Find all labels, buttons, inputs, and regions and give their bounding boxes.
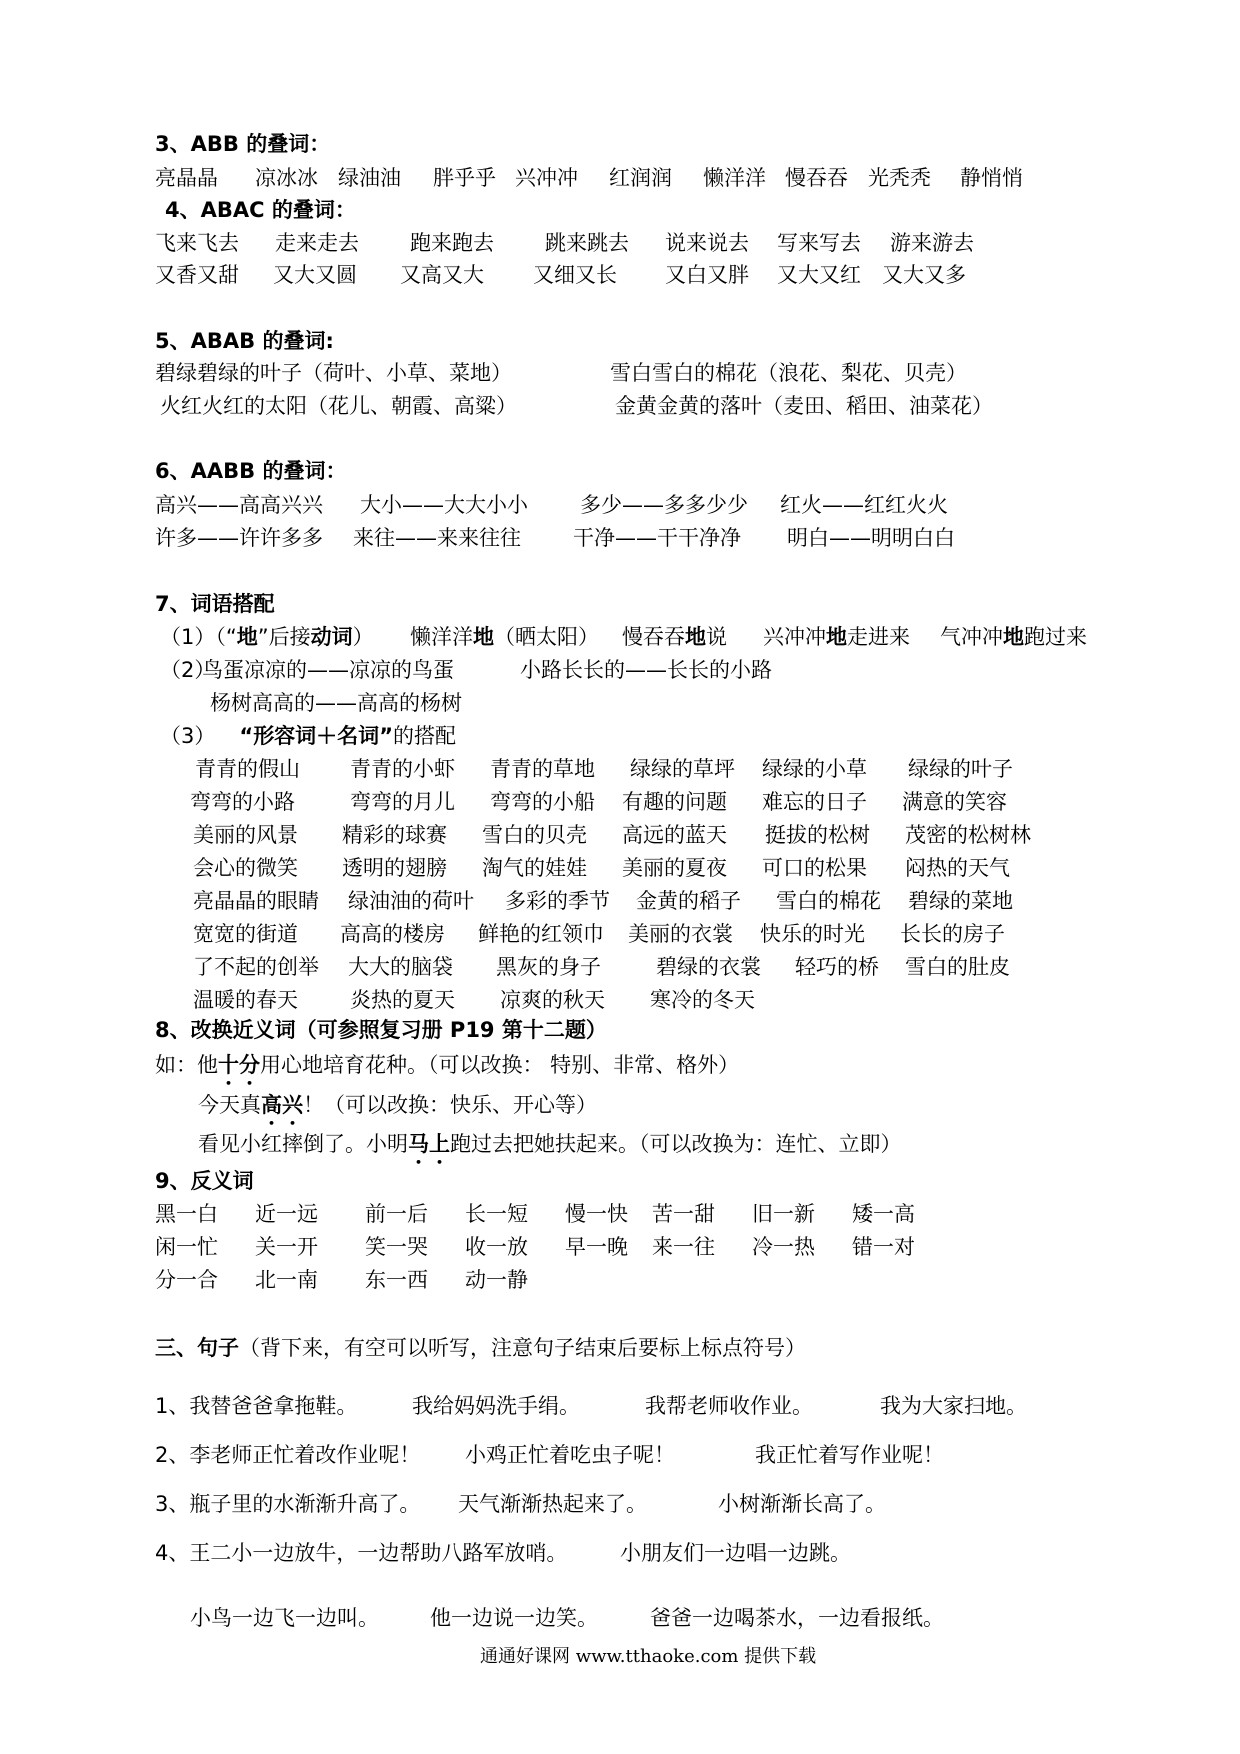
antonym-pair: 错一对 <box>852 1235 915 1259</box>
grid-cell: 金黄的稻子 <box>636 889 741 913</box>
grid-cell: 凉爽的秋天 <box>500 988 605 1012</box>
pair: 红火——红红火火 <box>780 493 948 517</box>
grid-cell: 弯弯的小船 <box>490 790 595 814</box>
pair: 明白——明明白白 <box>787 526 955 550</box>
grid-cell: 温暖的春天 <box>193 988 298 1012</box>
grid-cell: 碧绿的衣裳 <box>656 955 761 979</box>
antonym-pair: 东一西 <box>365 1268 428 1292</box>
word: 静悄悄 <box>960 166 1023 190</box>
sentences-title: 三、句子（背下来，有空可以听写，注意句子结束后要标上标点符号） <box>155 1336 806 1360</box>
grid-cell: 满意的笑容 <box>902 790 1007 814</box>
grid-cell: 绿绿的草坪 <box>630 757 735 781</box>
grid-cell: 会心的微笑 <box>193 856 298 880</box>
word: 又白又胖 <box>665 263 749 287</box>
grid-cell: 绿绿的叶子 <box>908 757 1013 781</box>
grid-cell: 美丽的衣裳 <box>628 922 733 946</box>
antonym-pair: 分一合 <box>155 1268 218 1292</box>
sentence-line-5 <box>190 1605 1120 1631</box>
grid-cell: 弯弯的小路 <box>190 790 295 814</box>
grid-cell: 了不起的创举 <box>193 955 319 979</box>
footer-credit: 通通好课网 www.tthaoke.com 提供下载 <box>480 1646 817 1667</box>
word: 又香又甜 <box>155 263 239 287</box>
word: 懒洋洋 <box>703 166 766 190</box>
grid-cell: 快乐的时光 <box>760 922 865 946</box>
word: 说来说去 <box>665 231 749 255</box>
grid-cell: 弯弯的月儿 <box>350 790 455 814</box>
grid-cell: 透明的翅膀 <box>342 856 447 880</box>
p2-example: 小路长长的——长长的小路 <box>520 658 772 682</box>
section-8-title: 8、改换近义词（可参照复习册 P19 第十二题） <box>155 1018 607 1042</box>
section-8-example-2: 今天真高兴！（可以改换：快乐、开心等） <box>198 1093 597 1117</box>
phrase: 火红火红的太阳（花儿、朝霞、高粱） <box>160 394 517 418</box>
grid-cell: 多彩的季节 <box>505 889 610 913</box>
grid-cell: 鲜艳的红领巾 <box>478 922 604 946</box>
grid-cell: 难忘的日子 <box>762 790 867 814</box>
antonym-pair: 长一短 <box>465 1202 528 1226</box>
section-8-example-3: 看见小红摔倒了。小明马上跑过去把她扶起来。（可以改换为：连忙、立即） <box>198 1132 902 1156</box>
phrase: 碧绿碧绿的叶子（荷叶、小草、菜地） <box>155 361 512 385</box>
sentence: 爸爸一边喝茶水，一边看报纸。 <box>650 1606 944 1630</box>
antonym-pair: 矮一高 <box>852 1202 915 1226</box>
grid-cell: 高高的楼房 <box>340 922 445 946</box>
section-5-title: 5、ABAB 的叠词: <box>155 329 334 353</box>
antonym-pair: 笑一哭 <box>365 1235 428 1259</box>
pair: 多少——多多少少 <box>580 493 748 517</box>
p2-label: （2） <box>160 658 216 682</box>
sentence: 我正忙着写作业呢！ <box>755 1443 944 1467</box>
section-7-title: 7、词语搭配 <box>155 592 275 616</box>
word: 游来游去 <box>890 231 974 255</box>
antonym-pair: 来一往 <box>652 1235 715 1259</box>
grid-cell: 绿绿的小草 <box>762 757 867 781</box>
grid-cell: 宽宽的街道 <box>193 922 298 946</box>
antonym-pair: 旧一新 <box>752 1202 815 1226</box>
grid-cell: 绿油油的荷叶 <box>348 889 474 913</box>
p2-example: 鸟蛋凉凉的——凉凉的鸟蛋 <box>202 658 454 682</box>
word: 兴冲冲 <box>515 166 578 190</box>
grid-cell: 高远的蓝天 <box>622 823 727 847</box>
pair: 高兴——高高兴兴 <box>155 493 323 517</box>
section-7-p1 <box>160 624 1100 650</box>
sentence: 我帮老师收作业。 <box>645 1394 813 1418</box>
grid-cell: 可口的松果 <box>762 856 867 880</box>
section-7-p3: （3） “形容词＋名词”的搭配 <box>160 724 456 748</box>
word: 又大又红 <box>777 263 861 287</box>
phrase: 金黄金黄的落叶（麦田、稻田、油菜花） <box>615 394 993 418</box>
sentence: 3、瓶子里的水渐渐升高了。 <box>155 1492 421 1516</box>
sentence-line-1 <box>155 1393 1115 1419</box>
word: 又大又多 <box>882 263 966 287</box>
antonym-pair: 苦一甜 <box>652 1202 715 1226</box>
antonym-pair: 早一晚 <box>565 1235 628 1259</box>
sentence: 4、王二小一边放牛，一边帮助八路军放哨。 <box>155 1541 568 1565</box>
antonym-pair: 冷一热 <box>752 1235 815 1259</box>
grid-cell: 碧绿的菜地 <box>908 889 1013 913</box>
antonym-pair: 近一远 <box>255 1202 318 1226</box>
sentence: 我给妈妈洗手绢。 <box>412 1394 580 1418</box>
section-9-title: 9、反义词 <box>155 1169 254 1193</box>
phrase: 雪白雪白的棉花（浪花、梨花、贝壳） <box>610 361 967 385</box>
grid-cell: 大大的脑袋 <box>348 955 453 979</box>
grid-cell: 黑灰的身子 <box>496 955 601 979</box>
pair: 干净——干干净净 <box>573 526 741 550</box>
grid-cell: 精彩的球赛 <box>342 823 447 847</box>
grid-cell: 雪白的肚皮 <box>905 955 1010 979</box>
grid-cell: 轻巧的桥 <box>795 955 879 979</box>
word: 又高又大 <box>400 263 484 287</box>
section-6-row1 <box>155 492 1055 518</box>
word: 绿油油 <box>338 166 401 190</box>
word: 又大又圆 <box>273 263 357 287</box>
grid-cell: 长长的房子 <box>900 922 1005 946</box>
word: 凉冰冰 <box>255 166 318 190</box>
antonym-pair: 慢一快 <box>565 1202 628 1226</box>
pair: 大小——大大小小 <box>360 493 528 517</box>
antonym-pair: 黑一白 <box>155 1202 218 1226</box>
grid-cell: 挺拔的松树 <box>765 823 870 847</box>
grid-cell: 美丽的夏夜 <box>622 856 727 880</box>
sentence: 我为大家扫地。 <box>880 1394 1027 1418</box>
section-8-example-1: 如：他十分用心地培育花种。（可以改换： 特别、非常、格外） <box>155 1053 740 1077</box>
sentence-line-2 <box>155 1442 1115 1468</box>
section-7-p2b: 杨树高高的——高高的杨树 <box>210 691 462 715</box>
word: 跑来跑去 <box>410 231 494 255</box>
word: 胖乎乎 <box>433 166 496 190</box>
pair: 来往——来来往往 <box>353 526 521 550</box>
word: 走来走去 <box>275 231 359 255</box>
sentence: 1、我替爸爸拿拖鞋。 <box>155 1394 358 1418</box>
sentence-line-3 <box>155 1491 1115 1517</box>
word: 写来写去 <box>777 231 861 255</box>
section-4-row1 <box>155 230 1055 256</box>
word: 红润润 <box>609 166 672 190</box>
antonym-pair: 北一南 <box>255 1268 318 1292</box>
p1-rule: （1）（“地”后接动词） <box>160 625 374 649</box>
grid-cell: 淘气的娃娃 <box>482 856 587 880</box>
grid-cell: 青青的草地 <box>490 757 595 781</box>
word: 又细又长 <box>533 263 617 287</box>
sentence: 小树渐渐长高了。 <box>718 1492 886 1516</box>
grid-cell: 雪白的贝壳 <box>482 823 587 847</box>
section-4-title: 4、ABAC 的叠词： <box>165 198 356 222</box>
section-4-row2 <box>155 262 1055 288</box>
grid-cell: 青青的小虾 <box>350 757 455 781</box>
section-6-title: 6、AABB 的叠词： <box>155 459 347 483</box>
sentence: 2、李老师正忙着改作业呢！ <box>155 1443 421 1467</box>
grid-cell: 炎热的夏天 <box>350 988 455 1012</box>
grid-cell: 闷热的天气 <box>905 856 1010 880</box>
antonym-pair: 闲一忙 <box>155 1235 218 1259</box>
grid-cell: 有趣的问题 <box>622 790 727 814</box>
sentence: 小鸟一边飞一边叫。 <box>190 1606 379 1630</box>
word: 光秃秃 <box>868 166 931 190</box>
grid-cell: 茂密的松树林 <box>905 823 1031 847</box>
sentence: 小鸡正忙着吃虫子呢！ <box>465 1443 675 1467</box>
pair: 许多——许许多多 <box>155 526 323 550</box>
grid-cell: 美丽的风景 <box>193 823 298 847</box>
section-5-row2 <box>160 393 1060 419</box>
grid-cell: 青青的假山 <box>195 757 300 781</box>
sentence: 天气渐渐热起来了。 <box>458 1492 647 1516</box>
section-6-row2 <box>155 525 1055 551</box>
p1-example: 懒洋洋地（晒太阳） <box>410 625 599 649</box>
antonym-pair: 关一开 <box>255 1235 318 1259</box>
section-5-row1 <box>155 360 1055 386</box>
sentence: 小朋友们一边唱一边跳。 <box>620 1541 851 1565</box>
p1-example: 慢吞吞地说 <box>622 625 727 649</box>
word: 慢吞吞 <box>785 166 848 190</box>
sentence-line-4 <box>155 1540 1115 1566</box>
antonym-pair: 收一放 <box>465 1235 528 1259</box>
grid-cell: 寒冷的冬天 <box>650 988 755 1012</box>
section-3-title: 3、ABB 的叠词： <box>155 132 331 156</box>
grid-cell: 雪白的棉花 <box>776 889 881 913</box>
sentence: 他一边说一边笑。 <box>430 1606 598 1630</box>
p1-example: 气冲冲地跑过来 <box>940 625 1087 649</box>
word: 跳来跳去 <box>545 231 629 255</box>
word: 飞来飞去 <box>155 231 239 255</box>
section-7-p2 <box>160 657 1060 683</box>
section-3-words <box>155 165 1055 191</box>
p1-example: 兴冲冲地走进来 <box>763 625 910 649</box>
antonym-pair: 前一后 <box>365 1202 428 1226</box>
antonym-pair: 动一静 <box>465 1268 528 1292</box>
grid-cell: 亮晶晶的眼睛 <box>193 889 319 913</box>
word: 亮晶晶 <box>155 166 218 190</box>
